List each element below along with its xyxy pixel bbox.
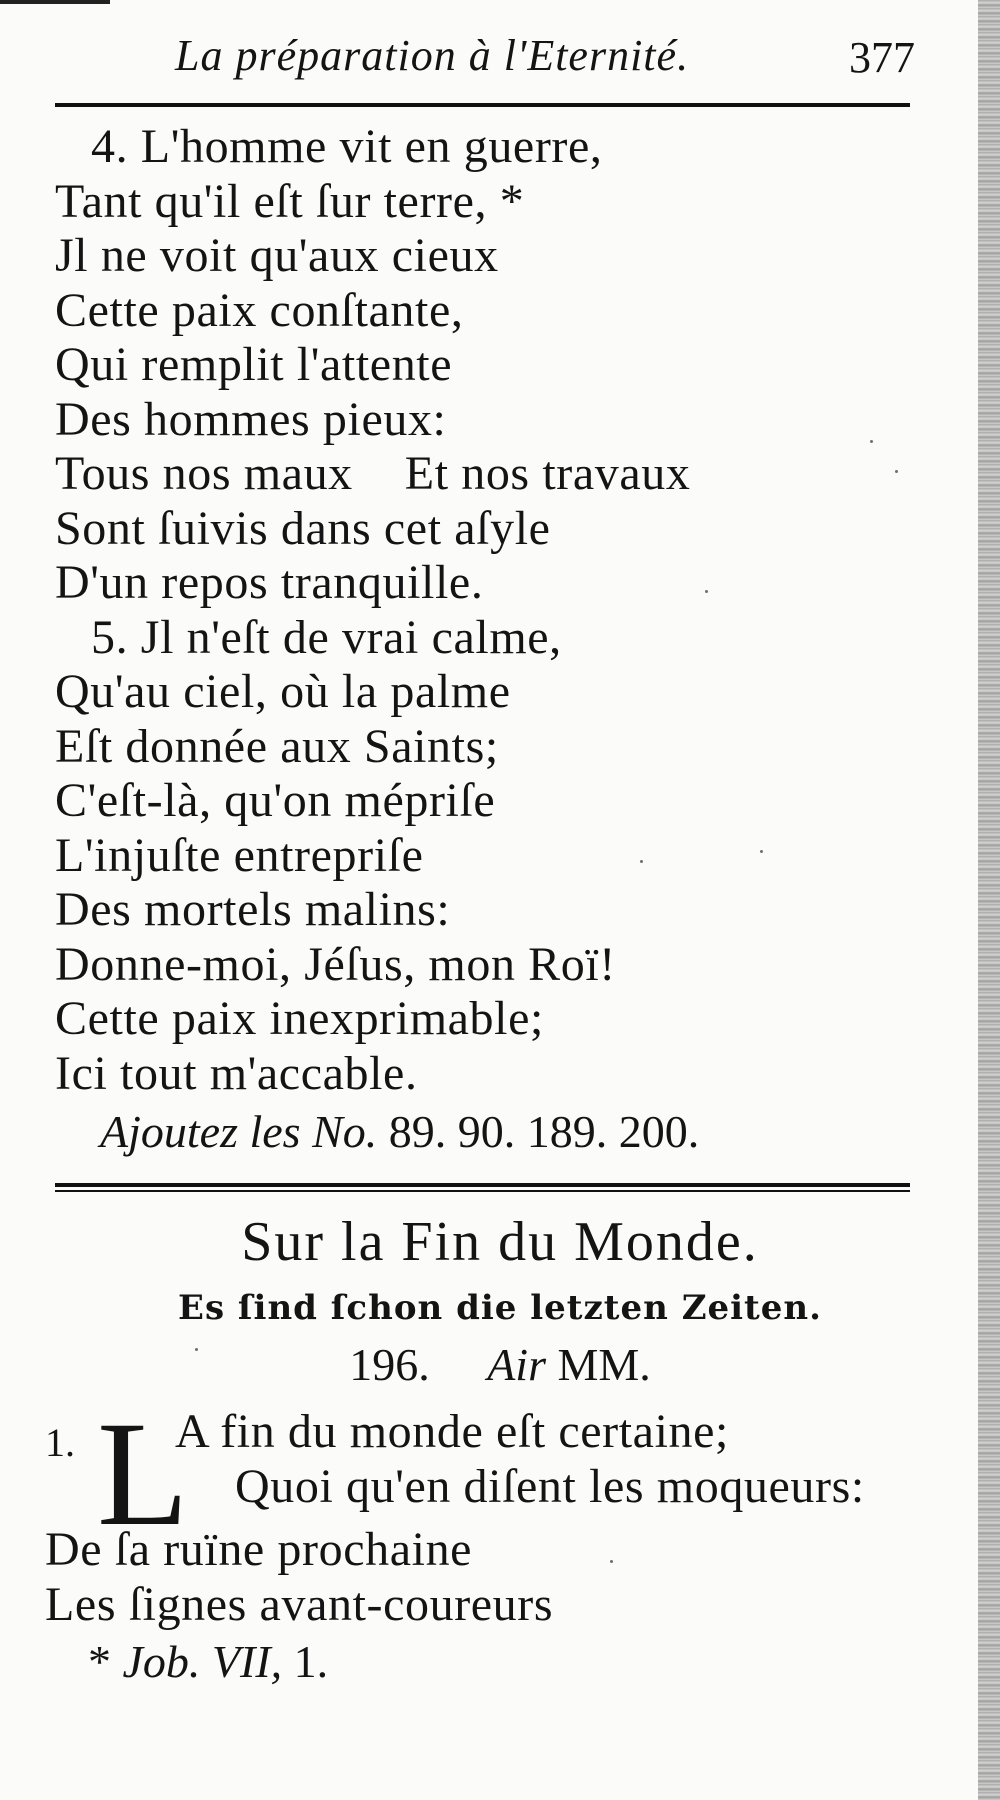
air-value: MM. (557, 1339, 651, 1390)
hymn-title: Sur la Fin du Monde. (241, 1211, 759, 1273)
stanza-line: De ſa ruïne prochaine (45, 1523, 473, 1576)
drop-cap: L (97, 1391, 189, 1557)
verse-line: L'injuſte entrepriſe (55, 828, 424, 882)
stanza-line: Quoi qu'en diſent les moqueurs: (235, 1459, 865, 1513)
page-edge-mark (0, 0, 110, 18)
air-label: Air (487, 1339, 546, 1390)
german-subtitle: Es ſind ſchon die letzten Zeiten. (178, 1288, 822, 1328)
section-rule-thin (55, 1190, 910, 1192)
verse-line-part: Tous nos maux (55, 447, 353, 500)
verse-line: Des mortels malins: (55, 883, 451, 936)
stanza-number: 1. (45, 1420, 75, 1465)
page-number: 377 (849, 33, 915, 82)
verse-line: C'eſt-là, qu'on mépriſe (55, 774, 496, 827)
reference-numbers: 89. 90. 189. 200. (388, 1106, 700, 1157)
section-rule (55, 1183, 910, 1187)
verse-line: Eſt donnée aux Saints; (55, 719, 499, 773)
running-title: La préparation à l'Eternité. (175, 31, 690, 80)
verse-line: 4. L'homme vit en guerre, (91, 120, 603, 173)
verse-line-part: Et nos travaux (404, 447, 691, 500)
hymn-number: 196. (349, 1339, 430, 1390)
hymn-tune (0, 1338, 1000, 1391)
paper-speck (705, 590, 708, 593)
paper-speck (870, 440, 873, 443)
paper-speck (760, 850, 763, 853)
page-header (165, 18, 915, 88)
verse-line: Donne-moi, Jéſus, mon Roï! (55, 937, 616, 991)
verse-line-split (55, 447, 915, 502)
verse-line: 5. Jl n'eſt de vrai calme, (91, 610, 562, 664)
verse-line: D'un repos tranquille. (55, 556, 484, 609)
footnote (88, 1635, 328, 1688)
page-edge-binding (978, 0, 1000, 1800)
verse-line: Des hommes pieux: (55, 392, 447, 446)
stanza-opening (175, 1405, 865, 1514)
footnote-book: Job. VII, (122, 1636, 283, 1687)
verse-line: Jl ne voit qu'aux cieux (55, 229, 499, 282)
verse-block (55, 120, 915, 1101)
stanza-line: A fin du monde eſt certaine; (175, 1405, 729, 1458)
paper-speck (895, 470, 898, 473)
paper-speck (195, 1348, 198, 1351)
footnote-verse: 1. (293, 1636, 329, 1687)
verse-line: Qui remplit l'attente (55, 338, 453, 391)
paper-speck (640, 860, 643, 863)
footnote-marker: * (88, 1636, 111, 1687)
verse-line: Cette paix conſtante, (55, 283, 464, 337)
verse-line: Sont ſuivis dans cet aſyle (55, 501, 551, 555)
verse-line: Ici tout m'accable. (55, 1046, 418, 1100)
reference-label: Ajoutez les No. (100, 1106, 378, 1157)
verse-line: Tant qu'il eſt ſur terre, * (55, 174, 525, 228)
paper-speck (610, 1560, 613, 1563)
stanza-line: Les ſignes avant-coureurs (45, 1577, 554, 1631)
stanza-rest (45, 1523, 553, 1632)
cross-reference (100, 1105, 699, 1158)
verse-line: Qu'au ciel, où la palme (55, 665, 511, 718)
header-rule (55, 103, 910, 107)
verse-line: Cette paix inexprimable; (55, 992, 544, 1045)
